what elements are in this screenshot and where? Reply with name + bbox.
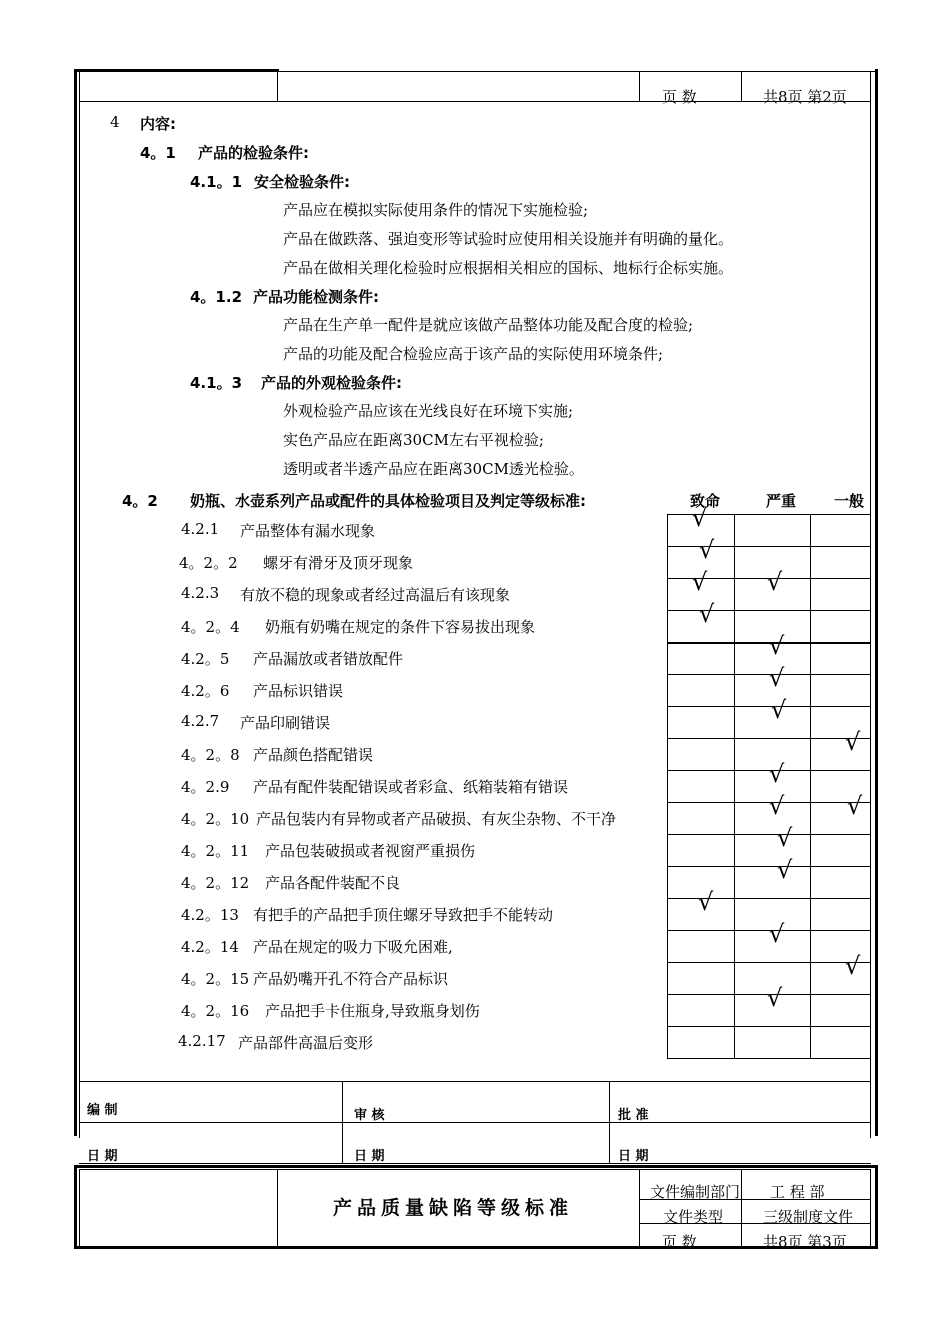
item-number: 4。2。11 [181,842,250,860]
footer-pages-value: 共8页 第3页 [763,1233,847,1251]
item-number: 4.2。6 [181,682,230,700]
item-number: 4.2。14 [181,938,239,956]
grid-column-line [734,514,735,1058]
s411-line: 产品在做相关理化检验时应根据相关相应的国标、地标行企标实施。 [283,259,734,277]
s412-title: 产品功能检测条件: [253,288,379,306]
column-header-fatal: 致命 [690,492,721,510]
item-number: 4。2。4 [181,618,240,636]
s411-line: 产品在做跌落、强迫变形等试验时应使用相关设施并有明确的量化。 [283,230,734,248]
section-title: 内容: [140,115,176,133]
item-text: 产品包装内有异物或者产品破损、有灰尘杂物、不干净 [256,810,617,828]
item-text: 有放不稳的现象或者经过高温后有该现象 [240,586,511,604]
dept-value: 工 程 部 [770,1183,825,1201]
item-text: 产品把手卡住瓶身,导致瓶身划伤 [265,1002,480,1020]
s412-line: 产品的功能及配合检验应高于该产品的实际使用环境条件; [283,345,664,363]
s413-title: 产品的外观检验条件: [261,374,402,392]
item-number: 4。2。12 [181,874,250,892]
date-label: 日 期 [618,1149,649,1164]
s41-title: 产品的检验条件: [198,144,309,162]
item-text: 产品包装破损或者视窗严重损伤 [265,842,476,860]
check-mark-icon: √ [767,568,783,596]
s42-number: 4。2 [122,492,158,510]
item-number: 4。2。8 [181,746,240,764]
date-label: 日 期 [87,1149,118,1164]
item-text: 产品在规定的吸力下吸允困难, [253,938,453,956]
item-text: 螺牙有滑牙及顶牙现象 [263,554,414,572]
s413-number: 4.1。3 [190,374,243,392]
item-text: 有把手的产品把手顶住螺牙导致把手不能转动 [253,906,554,924]
grid-row-line [667,834,871,835]
s412-line: 产品在生产单一配件是就应该做产品整体功能及配合度的检验; [283,316,694,334]
approved-label: 批 准 [618,1108,649,1123]
type-value: 三级制度文件 [763,1208,854,1226]
s413-line: 实色产品应在距离30CM左右平视检验; [283,431,544,449]
item-number: 4。2.9 [181,778,230,796]
s411-number: 4.1。1 [190,173,243,191]
document-title: 产品质量缺陷等级标准 [333,1197,574,1219]
item-number: 4.2.7 [181,712,220,730]
dept-label: 文件编制部门 [650,1183,741,1201]
check-mark-icon: √ [769,792,785,820]
item-text: 产品整体有漏水现象 [240,522,376,540]
grid-column-line [667,514,668,1058]
check-mark-icon: √ [771,696,787,724]
grid-column-line [810,514,811,1058]
item-text: 产品部件高温后变形 [238,1034,374,1052]
item-number: 4.2。5 [181,650,230,668]
date-label: 日 期 [354,1149,385,1164]
s411-line: 产品应在模拟实际使用条件的情况下实施检验; [283,201,589,219]
s411-title: 安全检验条件: [254,173,350,191]
check-mark-icon: √ [699,600,715,628]
grid-row-line [667,866,871,867]
s413-line: 透明或者半透产品应在距离30CM透光检验。 [283,460,584,478]
item-text: 产品颜色搭配错误 [253,746,374,764]
item-text: 产品标识错误 [253,682,344,700]
s413-line: 外观检验产品应该在光线良好在环境下实施; [283,402,574,420]
check-mark-icon: √ [692,504,708,532]
item-text: 产品漏放或者错放配件 [253,650,404,668]
check-mark-icon: √ [769,632,785,660]
grid-top-line [667,514,871,515]
grid-row-line [667,546,871,547]
compiled-label: 编 制 [87,1103,118,1118]
item-number: 4。2。16 [181,1002,250,1020]
check-mark-icon: √ [845,952,861,980]
item-number: 4.2.3 [181,584,220,602]
grid-row-line [667,1058,871,1059]
check-mark-icon: √ [847,792,863,820]
section-number: 4 [110,113,120,131]
check-mark-icon: √ [699,536,715,564]
check-mark-icon: √ [777,856,793,884]
item-text: 产品奶嘴开孔不符合产品标识 [253,970,449,988]
grid-row-line [667,1026,871,1027]
item-number: 4。2。10 [181,810,250,828]
grid-row-line [667,706,871,707]
check-mark-icon: √ [698,888,714,916]
grid-row-line [667,610,871,611]
item-text: 产品各配件装配不良 [265,874,401,892]
s412-number: 4。1.2 [190,288,243,306]
item-number: 4.2.1 [181,520,220,538]
column-header-major: 严重 [766,492,797,510]
check-mark-icon: √ [769,664,785,692]
item-number: 4.2。13 [181,906,239,924]
check-mark-icon: √ [845,728,861,756]
grid-row-line [667,738,871,739]
s42-title: 奶瓶、水壶系列产品或配件的具体检验项目及判定等级标准: [190,492,587,510]
s41-number: 4。1 [140,144,176,162]
item-number: 4。2。2 [179,554,238,572]
check-mark-icon: √ [777,824,793,852]
header-pages-label: 页 数 [662,88,697,106]
column-header-minor: 一般 [834,492,865,510]
item-text: 产品有配件装配错误或者彩盒、纸箱装箱有错误 [253,778,569,796]
check-mark-icon: √ [767,984,783,1012]
reviewed-label: 审 核 [354,1108,385,1123]
check-mark-icon: √ [692,568,708,596]
grid-row-line [667,962,871,963]
item-number: 4。2。15 [181,970,250,988]
check-mark-icon: √ [769,920,785,948]
item-text: 产品印刷错误 [240,714,331,732]
item-number: 4.2.17 [178,1032,226,1050]
footer-pages-label: 页 数 [662,1233,697,1251]
item-text: 奶瓶有奶嘴在规定的条件下容易拔出现象 [265,618,536,636]
check-mark-icon: √ [769,760,785,788]
type-label: 文件类型 [663,1208,724,1226]
header-pages-value: 共8页 第2页 [763,88,847,106]
